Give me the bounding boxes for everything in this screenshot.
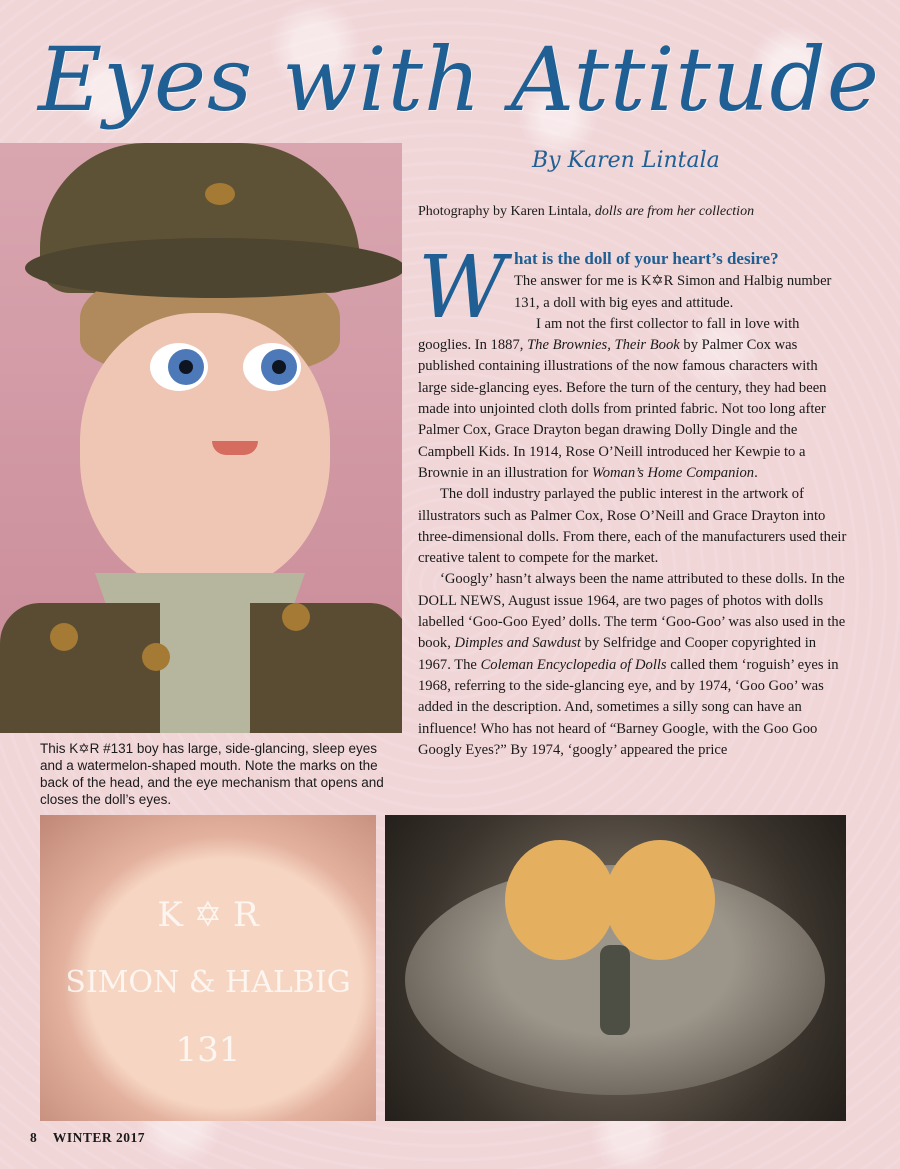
text-run: I am not the first collector to fall in love with googlies. In 1887,: [418, 315, 800, 354]
doll-coat-left: [0, 603, 160, 733]
eye-weight-left: [505, 840, 615, 960]
doll-portrait-photo: [0, 143, 402, 733]
lead-question: hat is the doll of your heart’s desire?: [514, 249, 779, 268]
head-mark-line: K ✡ R: [157, 895, 259, 935]
photo-credit: [418, 204, 754, 220]
cap-button: [205, 183, 235, 205]
article-body: [418, 238, 848, 761]
text-run: by Palmer Cox was published containing illustrations of the now famous characters with large side-glancing eyes. Before the turn of the century, they had been made into unjointed cloth dolls from printed fabric. Not too long after Palmer Cox, Grace Drayton began drawing Dolly Dingle and the Campbell Kids. In 1914, Rose O’Neill introduced her Kewpie to a Brownie in an illustration for: [418, 337, 827, 481]
text-run: called them ‘roguish’ eyes in 1968, referring to the side-glancing eye, and by 1974, ‘Goo Goo’ was added in the description. And, sometimes a silly song can have an influence! Who has not heard of “Barney Google, with the Goo Goo Googly Eyes?” By 1974, ‘googly’ appeared the price: [418, 656, 839, 758]
drop-cap: W: [418, 238, 507, 338]
coat-button: [282, 603, 310, 631]
cap-brim: [25, 238, 402, 298]
main-photo-caption: This K✡R #131 boy has large, side-glancing, sleep eyes and a watermelon-shaped mouth. Note the marks on the back of the head, and the eye mechanism that opens and closes the doll’s eyes.: [40, 741, 384, 807]
page-footer: [30, 1130, 145, 1146]
paragraph-4: [418, 569, 848, 761]
coat-button: [50, 623, 78, 651]
article-byline: By Karen Lintala: [532, 148, 720, 173]
article-title: Eyes with Attitude: [38, 28, 880, 131]
eye-mechanism-stem: [600, 945, 630, 1035]
text-run: by Selfridge and Cooper copyrighted in 1967. The: [418, 635, 817, 673]
eye-weight-right: [605, 840, 715, 960]
paragraph-2: [418, 314, 848, 484]
book-title: Coleman Encyclopedia of Dolls: [480, 656, 667, 673]
doll-left-eye: [150, 343, 208, 391]
doll-mouth: [212, 441, 258, 455]
book-title: The Brownies, Their Book: [527, 337, 680, 354]
page-number: 8: [30, 1130, 38, 1145]
doll-coat-right: [250, 603, 402, 733]
text-run: .: [754, 464, 758, 481]
magazine-title: Woman’s Home Companion: [591, 464, 755, 481]
head-mark-line: 131: [175, 1030, 241, 1070]
head-mark-line: SIMON & HALBIG: [65, 965, 351, 1000]
eye-mechanism-photo: [385, 815, 846, 1121]
book-title: Dimples and Sawdust: [454, 635, 581, 652]
paragraph-3: The doll industry parlayed the public interest in the artwork of illustrators such as Palmer Cox, Rose O’Neill and Grace Drayton into three-dimensional dolls. From there, each of the manufacturers used their creative talent to compete for the market.: [418, 486, 847, 567]
issue-label: WINTER 2017: [52, 1130, 146, 1145]
photo-credit-note: dolls are from her collection: [594, 204, 755, 219]
doll-right-eye: [243, 343, 301, 391]
photo-credit-lead: Photography by Karen Lintala,: [418, 204, 592, 219]
lead-answer: The answer for me is K✡R Simon and Halbig number 131, a doll with big eyes and attitude.: [514, 273, 832, 311]
coat-button: [142, 643, 170, 671]
text-run: ‘Googly’ hasn’t always been the name attributed to these dolls. In the DOLL NEWS, August issue 1964, are two pages of photos with dolls labelled ‘Goo-Goo Eyed’ dolls. The term ‘Goo-Goo’ was also used in the book,: [418, 571, 846, 652]
doll-head-marks-photo: [40, 815, 376, 1121]
